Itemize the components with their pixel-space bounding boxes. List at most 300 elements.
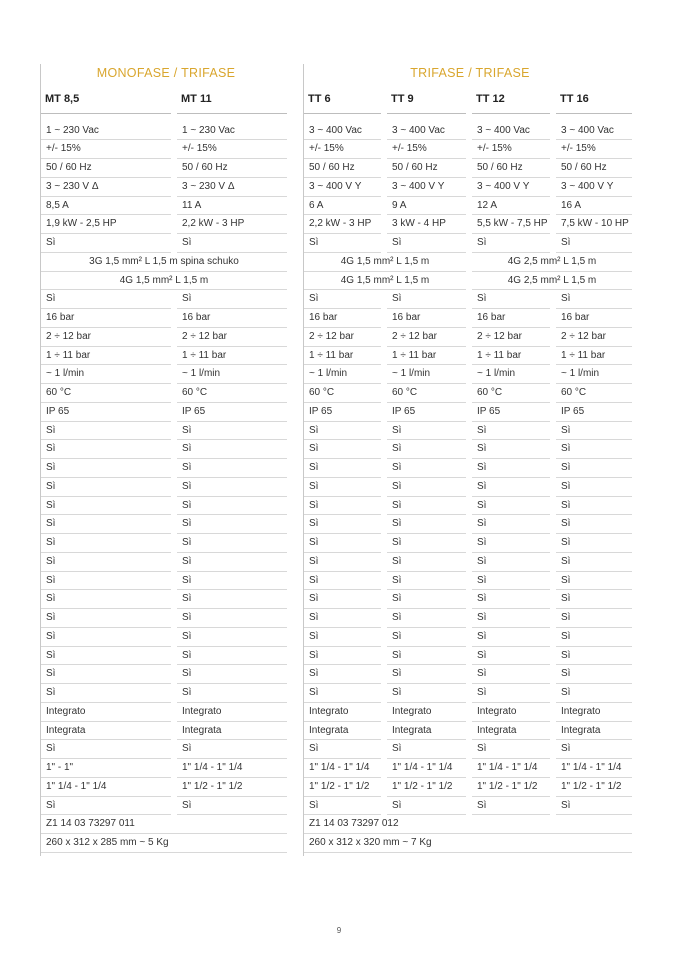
table-cell: Sì bbox=[304, 534, 381, 553]
table-cell: Sì bbox=[41, 440, 171, 459]
table-cell: 2 ÷ 12 bar bbox=[387, 328, 466, 347]
table-cell: 2,2 kW - 3 HP bbox=[177, 215, 287, 234]
model-header: TT 16 bbox=[560, 93, 589, 105]
table-row bbox=[303, 253, 637, 272]
table-row bbox=[40, 159, 292, 178]
table-cell: Sì bbox=[472, 609, 550, 628]
table-row bbox=[40, 234, 292, 253]
table-cell: Sì bbox=[387, 590, 466, 609]
table-cell: +/- 15% bbox=[556, 140, 632, 159]
table-row bbox=[303, 759, 637, 778]
table-cell: Sì bbox=[556, 497, 632, 516]
table-cell: Sì bbox=[556, 684, 632, 703]
model-header: MT 8,5 bbox=[45, 93, 80, 105]
table-cell: 1 ÷ 11 bar bbox=[472, 347, 550, 366]
table-row bbox=[303, 665, 637, 684]
table-row bbox=[40, 365, 292, 384]
table-cell: 260 x 312 x 285 mm ~ 5 Kg bbox=[41, 834, 287, 853]
table-cell: Sì bbox=[387, 628, 466, 647]
table-cell: Sì bbox=[472, 647, 550, 666]
table-cell: Sì bbox=[177, 647, 287, 666]
table-cell: Sì bbox=[304, 628, 381, 647]
table-cell: 50 / 60 Hz bbox=[177, 159, 287, 178]
table-cell: Sì bbox=[304, 422, 381, 441]
table-cell: Sì bbox=[304, 553, 381, 572]
table-cell: Sì bbox=[177, 628, 287, 647]
table-row bbox=[40, 178, 292, 197]
table-cell: 3 ~ 400 V Y bbox=[472, 178, 550, 197]
table-cell: 1" 1/4 - 1" 1/4 bbox=[177, 759, 287, 778]
table-cell: 12 A bbox=[472, 197, 550, 216]
table-row bbox=[303, 197, 637, 216]
table-cell: Sì bbox=[177, 553, 287, 572]
table-row bbox=[40, 253, 292, 272]
table-row bbox=[40, 459, 292, 478]
table-cell: Sì bbox=[41, 572, 171, 591]
table-cell: 3 ~ 230 V Δ bbox=[177, 178, 287, 197]
table-cell: Sì bbox=[556, 553, 632, 572]
table-cell: Sì bbox=[304, 797, 381, 816]
table-row bbox=[303, 778, 637, 797]
table-row bbox=[303, 515, 637, 534]
table-row bbox=[40, 440, 292, 459]
table-cell: 260 x 312 x 320 mm ~ 7 Kg bbox=[304, 834, 632, 853]
table-row bbox=[303, 422, 637, 441]
table-cell: Sì bbox=[472, 515, 550, 534]
page-number: 9 bbox=[336, 926, 342, 935]
table-row bbox=[303, 478, 637, 497]
table-cell: Sì bbox=[177, 422, 287, 441]
table-row bbox=[303, 647, 637, 666]
table-cell: Sì bbox=[387, 290, 466, 309]
table-cell: Sì bbox=[304, 590, 381, 609]
table-cell: Sì bbox=[177, 590, 287, 609]
table-cell: 1 ÷ 11 bar bbox=[556, 347, 632, 366]
model-header: TT 9 bbox=[391, 93, 414, 105]
table-cell: Z1 14 03 73297 012 bbox=[304, 815, 632, 834]
header-rule bbox=[556, 113, 632, 114]
model-header: MT 11 bbox=[181, 93, 212, 105]
table-cell: IP 65 bbox=[472, 403, 550, 422]
table-cell: Sì bbox=[387, 609, 466, 628]
table-cell: Sì bbox=[472, 422, 550, 441]
table-row bbox=[303, 628, 637, 647]
table-cell: Integrata bbox=[177, 722, 287, 741]
table-cell: Sì bbox=[387, 572, 466, 591]
table-cell: Sì bbox=[556, 459, 632, 478]
table-cell: Sì bbox=[177, 234, 287, 253]
table-cell: Sì bbox=[177, 665, 287, 684]
table-row bbox=[303, 234, 637, 253]
table-cell: Sì bbox=[387, 422, 466, 441]
table-cell: Sì bbox=[387, 684, 466, 703]
table-cell: 60 °C bbox=[177, 384, 287, 403]
table-row bbox=[40, 834, 292, 853]
table-cell: Sì bbox=[304, 740, 381, 759]
table-cell: +/- 15% bbox=[387, 140, 466, 159]
table-row bbox=[40, 590, 292, 609]
table-cell: 8,5 A bbox=[41, 197, 171, 216]
table-cell: Sì bbox=[304, 647, 381, 666]
table-cell: Sì bbox=[556, 740, 632, 759]
table-cell: Sì bbox=[556, 572, 632, 591]
table-cell: Integrato bbox=[472, 703, 550, 722]
table-row bbox=[40, 197, 292, 216]
table-row bbox=[303, 140, 637, 159]
table-cell: Sì bbox=[177, 290, 287, 309]
table-row bbox=[40, 384, 292, 403]
table-cell: Sì bbox=[304, 478, 381, 497]
table-cell: +/- 15% bbox=[177, 140, 287, 159]
table-cell: 16 bar bbox=[472, 309, 550, 328]
table-row bbox=[303, 178, 637, 197]
table-cell: 1" 1/4 - 1" 1/4 bbox=[472, 759, 550, 778]
table-cell: 16 A bbox=[556, 197, 632, 216]
table-cell: Sì bbox=[472, 628, 550, 647]
table-cell: Sì bbox=[41, 553, 171, 572]
table-cell: Sì bbox=[177, 740, 287, 759]
table-row bbox=[303, 328, 637, 347]
table-row bbox=[303, 290, 637, 309]
table-cell: IP 65 bbox=[387, 403, 466, 422]
model-header: TT 6 bbox=[308, 93, 331, 105]
table-cell: Sì bbox=[472, 478, 550, 497]
table-cell: Sì bbox=[177, 515, 287, 534]
table-cell: 1 ~ 230 Vac bbox=[41, 122, 171, 141]
table-cell: 2 ÷ 12 bar bbox=[472, 328, 550, 347]
table-row bbox=[40, 309, 292, 328]
table-row bbox=[303, 609, 637, 628]
table-cell: Sì bbox=[304, 684, 381, 703]
table-cell: 3G 1,5 mm² L 1,5 m spina schuko bbox=[41, 253, 287, 272]
table-cell: Sì bbox=[387, 665, 466, 684]
table-row bbox=[40, 534, 292, 553]
table-cell: 2 ÷ 12 bar bbox=[177, 328, 287, 347]
table-cell: 1,9 kW - 2,5 HP bbox=[41, 215, 171, 234]
table-cell: 1 ÷ 11 bar bbox=[304, 347, 381, 366]
table-cell: 1" 1/4 - 1" 1/4 bbox=[304, 759, 381, 778]
table-cell: +/- 15% bbox=[41, 140, 171, 159]
header-rule bbox=[472, 113, 550, 114]
table-cell: 4G 2,5 mm² L 1,5 m bbox=[472, 272, 632, 291]
table-cell: Sì bbox=[472, 497, 550, 516]
table-cell: Sì bbox=[304, 515, 381, 534]
table-cell: 1" 1/4 - 1" 1/4 bbox=[387, 759, 466, 778]
table-cell: Sì bbox=[472, 553, 550, 572]
table-row bbox=[40, 553, 292, 572]
table-cell: Integrato bbox=[177, 703, 287, 722]
table-cell: Sì bbox=[177, 478, 287, 497]
table-cell: 3 ~ 400 Vac bbox=[304, 122, 381, 141]
table-row bbox=[40, 703, 292, 722]
table-row bbox=[40, 722, 292, 741]
table-row bbox=[303, 497, 637, 516]
table-cell: Sì bbox=[387, 740, 466, 759]
table-row bbox=[303, 159, 637, 178]
table-cell: Sì bbox=[556, 665, 632, 684]
table-cell: 1" 1/2 - 1" 1/2 bbox=[387, 778, 466, 797]
table-cell: Sì bbox=[472, 590, 550, 609]
table-cell: Sì bbox=[387, 234, 466, 253]
table-cell: Integrata bbox=[556, 722, 632, 741]
table-cell: Sì bbox=[387, 797, 466, 816]
table-cell: Sì bbox=[41, 234, 171, 253]
table-row bbox=[40, 759, 292, 778]
table-cell: Sì bbox=[304, 459, 381, 478]
table-row bbox=[303, 572, 637, 591]
table-row bbox=[40, 478, 292, 497]
table-cell: 3 ~ 400 V Y bbox=[387, 178, 466, 197]
table-cell: Sì bbox=[177, 497, 287, 516]
table-cell: Sì bbox=[304, 440, 381, 459]
table-cell: IP 65 bbox=[304, 403, 381, 422]
table-cell: Sì bbox=[177, 609, 287, 628]
table-cell: Sì bbox=[556, 590, 632, 609]
table-cell: 1 ÷ 11 bar bbox=[177, 347, 287, 366]
table-cell: 1" 1/2 - 1" 1/2 bbox=[472, 778, 550, 797]
table-cell: Sì bbox=[472, 740, 550, 759]
table-cell: 16 bar bbox=[177, 309, 287, 328]
table-cell: Integrato bbox=[41, 703, 171, 722]
group-title: MONOFASE / TRIFASE bbox=[96, 66, 236, 80]
table-cell: 16 bar bbox=[387, 309, 466, 328]
table-cell: 60 °C bbox=[304, 384, 381, 403]
table-cell: Sì bbox=[387, 478, 466, 497]
table-cell: Integrato bbox=[387, 703, 466, 722]
table-cell: 60 °C bbox=[556, 384, 632, 403]
table-row bbox=[303, 590, 637, 609]
table-row bbox=[303, 834, 637, 853]
table-cell: Sì bbox=[472, 797, 550, 816]
table-row bbox=[40, 497, 292, 516]
table-row bbox=[303, 403, 637, 422]
table-cell: 2,2 kW - 3 HP bbox=[304, 215, 381, 234]
table-cell: Sì bbox=[472, 684, 550, 703]
table-cell: IP 65 bbox=[177, 403, 287, 422]
table-cell: Sì bbox=[304, 290, 381, 309]
table-cell: Sì bbox=[177, 459, 287, 478]
table-row bbox=[40, 665, 292, 684]
table-cell: 2 ÷ 12 bar bbox=[41, 328, 171, 347]
table-cell: 1" 1/2 - 1" 1/2 bbox=[556, 778, 632, 797]
table-cell: 2 ÷ 12 bar bbox=[304, 328, 381, 347]
table-cell: 1" 1/4 - 1" 1/4 bbox=[41, 778, 171, 797]
table-cell: Sì bbox=[556, 234, 632, 253]
table-cell: Sì bbox=[387, 647, 466, 666]
table-cell: Integrata bbox=[304, 722, 381, 741]
table-cell: Sì bbox=[556, 422, 632, 441]
table-cell: 7,5 kW - 10 HP bbox=[556, 215, 632, 234]
table-cell: Sì bbox=[472, 440, 550, 459]
table-cell: Sì bbox=[41, 740, 171, 759]
table-cell: Sì bbox=[41, 534, 171, 553]
table-cell: Sì bbox=[41, 628, 171, 647]
table-row bbox=[303, 684, 637, 703]
table-cell: Sì bbox=[472, 234, 550, 253]
table-cell: 3 kW - 4 HP bbox=[387, 215, 466, 234]
table-cell: Sì bbox=[387, 459, 466, 478]
table-cell: Sì bbox=[556, 628, 632, 647]
table-cell: 1 ÷ 11 bar bbox=[41, 347, 171, 366]
table-row bbox=[40, 422, 292, 441]
table-row bbox=[40, 609, 292, 628]
table-cell: Integrata bbox=[387, 722, 466, 741]
table-cell: Sì bbox=[177, 684, 287, 703]
table-cell: 5,5 kW - 7,5 HP bbox=[472, 215, 550, 234]
table-cell: Sì bbox=[556, 534, 632, 553]
table-row bbox=[303, 534, 637, 553]
table-row bbox=[40, 272, 292, 291]
table-cell: 9 A bbox=[387, 197, 466, 216]
table-cell: Sì bbox=[41, 590, 171, 609]
table-row bbox=[303, 215, 637, 234]
table-cell: 1" 1/2 - 1" 1/2 bbox=[177, 778, 287, 797]
table-cell: 3 ~ 230 V Δ bbox=[41, 178, 171, 197]
table-row bbox=[303, 122, 637, 141]
table-cell: Sì bbox=[304, 665, 381, 684]
table-cell: 3 ~ 400 Vac bbox=[387, 122, 466, 141]
table-row bbox=[303, 365, 637, 384]
table-cell: ~ 1 l/min bbox=[387, 365, 466, 384]
table-cell: Sì bbox=[556, 515, 632, 534]
table-cell: Integrata bbox=[472, 722, 550, 741]
table-cell: Integrato bbox=[304, 703, 381, 722]
table-cell: 50 / 60 Hz bbox=[387, 159, 466, 178]
table-row bbox=[303, 553, 637, 572]
monofase-trifase-table bbox=[40, 66, 292, 866]
table-cell: 2 ÷ 12 bar bbox=[556, 328, 632, 347]
table-cell: Sì bbox=[41, 459, 171, 478]
table-cell: Sì bbox=[472, 459, 550, 478]
table-row bbox=[40, 647, 292, 666]
model-header: TT 12 bbox=[476, 93, 505, 105]
table-cell: 4G 2,5 mm² L 1,5 m bbox=[472, 253, 632, 272]
table-cell: 50 / 60 Hz bbox=[472, 159, 550, 178]
table-cell: Sì bbox=[41, 609, 171, 628]
table-cell: Sì bbox=[387, 553, 466, 572]
table-cell: 4G 1,5 mm² L 1,5 m bbox=[41, 272, 287, 291]
table-cell: Sì bbox=[177, 534, 287, 553]
table-row bbox=[40, 572, 292, 591]
table-cell: 16 bar bbox=[304, 309, 381, 328]
table-row bbox=[40, 815, 292, 834]
header-rule bbox=[304, 113, 381, 114]
table-cell: Sì bbox=[177, 797, 287, 816]
table-cell: Sì bbox=[41, 290, 171, 309]
table-cell: Sì bbox=[41, 797, 171, 816]
table-row bbox=[40, 515, 292, 534]
table-cell: 16 bar bbox=[41, 309, 171, 328]
table-cell: Sì bbox=[41, 497, 171, 516]
table-cell: 3 ~ 400 V Y bbox=[304, 178, 381, 197]
table-cell: Sì bbox=[387, 440, 466, 459]
table-row bbox=[303, 815, 637, 834]
table-cell: 1 ÷ 11 bar bbox=[387, 347, 466, 366]
table-cell: Sì bbox=[304, 497, 381, 516]
table-cell: 1" 1/2 - 1" 1/2 bbox=[304, 778, 381, 797]
table-cell: Sì bbox=[304, 572, 381, 591]
table-cell: Sì bbox=[556, 647, 632, 666]
table-cell: IP 65 bbox=[41, 403, 171, 422]
table-cell: 6 A bbox=[304, 197, 381, 216]
table-cell: 3 ~ 400 Vac bbox=[556, 122, 632, 141]
table-row bbox=[40, 740, 292, 759]
table-cell: +/- 15% bbox=[472, 140, 550, 159]
table-row bbox=[303, 722, 637, 741]
table-cell: Sì bbox=[41, 665, 171, 684]
table-cell: 1" - 1" bbox=[41, 759, 171, 778]
table-cell: Sì bbox=[472, 572, 550, 591]
table-row bbox=[40, 684, 292, 703]
table-cell: ~ 1 l/min bbox=[41, 365, 171, 384]
table-cell: Sì bbox=[41, 515, 171, 534]
table-row bbox=[40, 778, 292, 797]
table-cell: Sì bbox=[556, 440, 632, 459]
table-cell: 4G 1,5 mm² L 1,5 m bbox=[304, 253, 466, 272]
table-row bbox=[303, 703, 637, 722]
table-cell: Sì bbox=[556, 478, 632, 497]
table-cell: Sì bbox=[556, 609, 632, 628]
table-row bbox=[303, 459, 637, 478]
table-cell: ~ 1 l/min bbox=[304, 365, 381, 384]
table-row bbox=[40, 140, 292, 159]
table-cell: 3 ~ 400 Vac bbox=[472, 122, 550, 141]
table-cell: Sì bbox=[41, 684, 171, 703]
table-row bbox=[40, 328, 292, 347]
table-cell: 60 °C bbox=[41, 384, 171, 403]
table-cell: Sì bbox=[472, 290, 550, 309]
table-cell: Sì bbox=[472, 534, 550, 553]
table-cell: 60 °C bbox=[387, 384, 466, 403]
table-cell: Sì bbox=[177, 440, 287, 459]
table-row bbox=[303, 384, 637, 403]
table-cell: Integrata bbox=[41, 722, 171, 741]
table-cell: IP 65 bbox=[556, 403, 632, 422]
table-row bbox=[40, 347, 292, 366]
table-row bbox=[303, 272, 637, 291]
table-cell: 1 ~ 230 Vac bbox=[177, 122, 287, 141]
table-cell: 50 / 60 Hz bbox=[556, 159, 632, 178]
header-rule bbox=[41, 113, 171, 114]
table-cell: Z1 14 03 73297 011 bbox=[41, 815, 287, 834]
header-rule bbox=[177, 113, 287, 114]
table-cell: Sì bbox=[387, 534, 466, 553]
table-cell: +/- 15% bbox=[304, 140, 381, 159]
group-title: TRIFASE / TRIFASE bbox=[410, 66, 530, 80]
table-cell: Sì bbox=[387, 515, 466, 534]
table-row bbox=[303, 347, 637, 366]
table-cell: Integrato bbox=[556, 703, 632, 722]
table-cell: ~ 1 l/min bbox=[556, 365, 632, 384]
table-cell: 1" 1/4 - 1" 1/4 bbox=[556, 759, 632, 778]
table-cell: Sì bbox=[177, 572, 287, 591]
table-row bbox=[303, 440, 637, 459]
table-row bbox=[40, 215, 292, 234]
table-row bbox=[303, 740, 637, 759]
table-cell: 50 / 60 Hz bbox=[304, 159, 381, 178]
table-cell: Sì bbox=[41, 422, 171, 441]
table-row bbox=[303, 309, 637, 328]
table-cell: Sì bbox=[387, 497, 466, 516]
table-cell: 3 ~ 400 V Y bbox=[556, 178, 632, 197]
table-cell: Sì bbox=[556, 290, 632, 309]
table-cell: Sì bbox=[304, 609, 381, 628]
table-cell: Sì bbox=[41, 647, 171, 666]
table-cell: 60 °C bbox=[472, 384, 550, 403]
table-row bbox=[40, 797, 292, 816]
table-cell: Sì bbox=[556, 797, 632, 816]
table-row bbox=[40, 122, 292, 141]
